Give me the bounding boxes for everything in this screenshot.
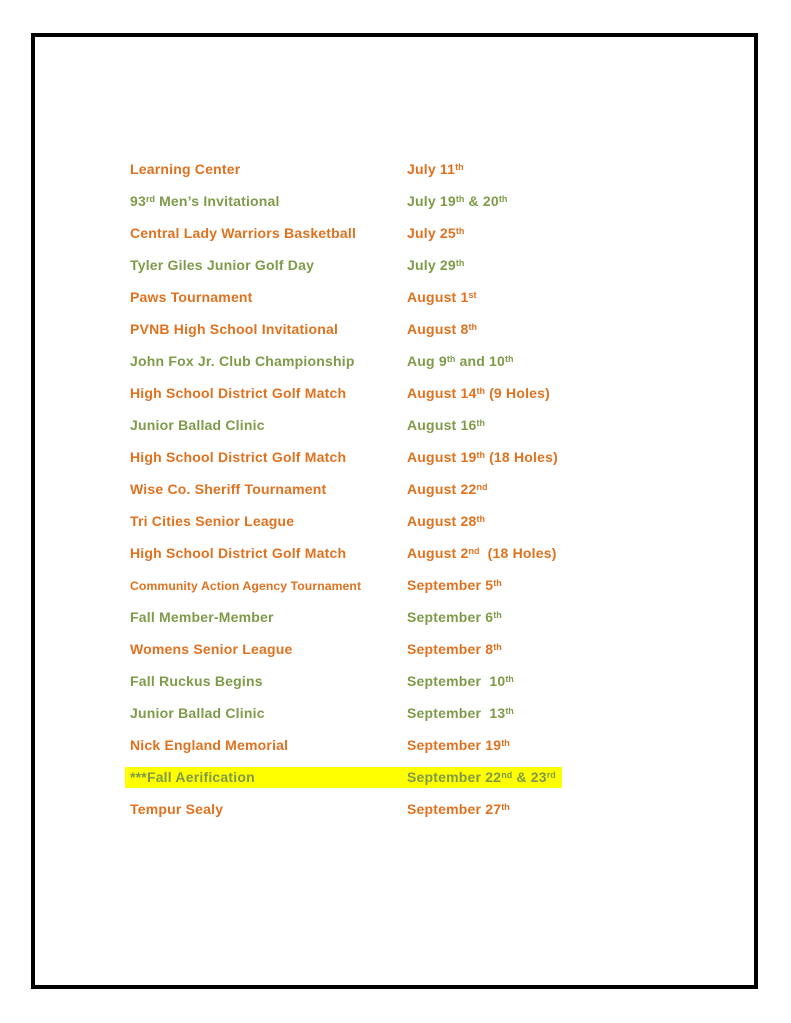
event-date: August 19th (18 Holes) xyxy=(407,448,558,465)
event-row xyxy=(130,633,750,665)
event-name: Nick England Memorial xyxy=(130,736,289,753)
event-name: High School District Golf Match xyxy=(130,448,347,465)
ordinal-suffix: th xyxy=(446,353,456,364)
event-row xyxy=(130,729,750,761)
event-row-inner xyxy=(125,351,520,372)
event-name: Community Action Agency Tournament xyxy=(130,578,362,593)
event-row xyxy=(130,505,750,537)
event-date: July 25th xyxy=(407,224,465,241)
event-row-inner xyxy=(125,735,516,756)
event-row-inner xyxy=(125,159,470,180)
event-row-inner xyxy=(125,383,556,404)
event-name: ***Fall Aerification xyxy=(130,768,255,785)
event-date: September 5th xyxy=(407,576,502,593)
event-date: August 28th xyxy=(407,512,485,529)
event-row-inner xyxy=(125,543,563,564)
ordinal-suffix: nd xyxy=(468,545,480,556)
ordinal-suffix: th xyxy=(476,449,485,460)
event-row xyxy=(130,345,750,377)
event-row xyxy=(130,665,750,697)
ordinal-suffix: th xyxy=(493,641,502,652)
event-row xyxy=(130,761,750,793)
event-name: Fall Ruckus Begins xyxy=(130,672,263,689)
event-name: Tempur Sealy xyxy=(130,800,224,817)
ordinal-suffix: th xyxy=(455,161,464,172)
ordinal-suffix: rd xyxy=(145,193,155,204)
event-date: August 14th (9 Holes) xyxy=(407,384,550,401)
event-name: 93rd Men’s Invitational xyxy=(130,192,280,209)
event-row xyxy=(130,793,750,825)
event-date: September 27th xyxy=(407,800,510,817)
event-date: September 6th xyxy=(407,608,502,625)
event-date: July 19th & 20th xyxy=(407,192,508,209)
ordinal-suffix: th xyxy=(501,801,510,812)
event-row-highlighted xyxy=(125,767,562,788)
event-row-inner xyxy=(125,415,491,436)
ordinal-suffix: nd xyxy=(476,481,488,492)
ordinal-suffix: th xyxy=(476,417,485,428)
event-row xyxy=(130,537,750,569)
ordinal-suffix: th xyxy=(455,193,465,204)
event-date: August 16th xyxy=(407,416,485,433)
ordinal-suffix: th xyxy=(505,705,514,716)
event-name: Fall Member-Member xyxy=(130,608,274,625)
ordinal-suffix: th xyxy=(501,737,510,748)
ordinal-suffix: th xyxy=(498,193,508,204)
event-date: September 22nd & 23rd xyxy=(407,768,556,785)
event-row-inner xyxy=(125,287,483,308)
ordinal-suffix: th xyxy=(493,609,502,620)
event-row-inner xyxy=(125,607,508,628)
event-row xyxy=(130,313,750,345)
event-row-inner xyxy=(125,671,520,692)
ordinal-suffix: th xyxy=(505,673,514,684)
event-name: John Fox Jr. Club Championship xyxy=(130,352,355,369)
event-date: July 29th xyxy=(407,256,465,273)
event-row-inner xyxy=(125,319,483,340)
event-row xyxy=(130,185,750,217)
ordinal-suffix: nd xyxy=(501,769,513,780)
event-row-inner xyxy=(125,575,508,596)
event-date: August 22nd xyxy=(407,480,488,497)
event-row xyxy=(130,697,750,729)
ordinal-suffix: th xyxy=(493,577,502,588)
event-row xyxy=(130,249,750,281)
event-row xyxy=(130,473,750,505)
ordinal-suffix: st xyxy=(468,289,477,300)
event-name: High School District Golf Match xyxy=(130,544,347,561)
event-name: Tyler Giles Junior Golf Day xyxy=(130,256,315,273)
event-name: High School District Golf Match xyxy=(130,384,347,401)
event-row-inner xyxy=(125,799,516,820)
event-row-inner xyxy=(125,511,491,532)
event-row xyxy=(130,409,750,441)
ordinal-suffix: th xyxy=(476,385,485,396)
event-row-inner xyxy=(125,639,508,660)
event-name: Tri Cities Senior League xyxy=(130,512,295,529)
ordinal-suffix: th xyxy=(476,513,485,524)
event-row xyxy=(130,377,750,409)
event-row xyxy=(130,217,750,249)
page-border xyxy=(31,33,758,989)
event-date: August 2nd (18 Holes) xyxy=(407,544,557,561)
event-row xyxy=(130,569,750,601)
ordinal-suffix: th xyxy=(468,321,477,332)
event-row-inner xyxy=(125,479,493,500)
event-name: Paws Tournament xyxy=(130,288,253,305)
event-name: Junior Ballad Clinic xyxy=(130,416,265,433)
event-date: September 8th xyxy=(407,640,502,657)
event-date: September 13th xyxy=(407,704,514,721)
event-name: Central Lady Warriors Basketball xyxy=(130,224,357,241)
event-row xyxy=(130,153,750,185)
ordinal-suffix: th xyxy=(455,257,465,268)
event-name: Wise Co. Sheriff Tournament xyxy=(130,480,327,497)
ordinal-suffix: th xyxy=(455,225,465,236)
event-date: July 11th xyxy=(407,160,464,177)
event-row-inner xyxy=(125,255,470,276)
event-date: August 8th xyxy=(407,320,477,337)
ordinal-suffix: th xyxy=(505,353,514,364)
event-row xyxy=(130,281,750,313)
event-date: September 19th xyxy=(407,736,510,753)
event-row-inner xyxy=(125,223,470,244)
event-date: August 1st xyxy=(407,288,477,305)
ordinal-suffix: rd xyxy=(546,769,556,780)
event-row xyxy=(130,441,750,473)
events-list xyxy=(130,153,750,825)
event-row xyxy=(130,601,750,633)
event-row-inner xyxy=(125,447,564,468)
event-row-inner xyxy=(125,191,513,212)
event-name: Junior Ballad Clinic xyxy=(130,704,265,721)
event-name: PVNB High School Invitational xyxy=(130,320,339,337)
event-name: Womens Senior League xyxy=(130,640,293,657)
event-date: September 10th xyxy=(407,672,514,689)
event-date: Aug 9th and 10th xyxy=(407,352,514,369)
event-name: Learning Center xyxy=(130,160,241,177)
event-row-inner xyxy=(125,703,520,724)
